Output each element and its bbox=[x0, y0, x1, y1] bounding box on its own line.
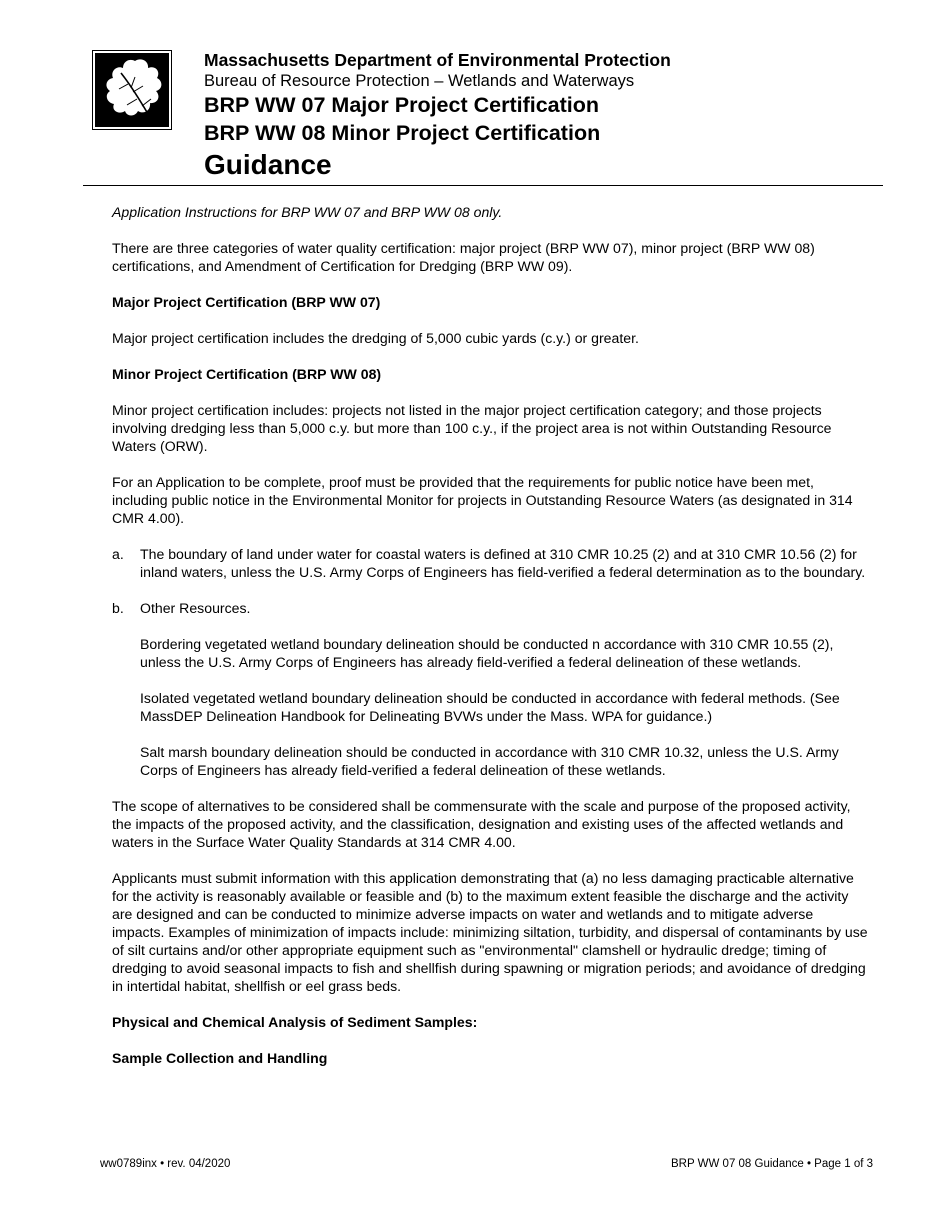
bvw-paragraph: Bordering vegetated wetland boundary delineation should be conducted n accordance with 310 CMR 10.55 (2), unless the U.S. Army Corps of Engineers has already field-verified a federal delineation of these wetlands. bbox=[140, 636, 834, 670]
guidance-title: Guidance bbox=[204, 149, 332, 180]
list-marker-b: b. bbox=[112, 600, 124, 616]
list-item-b-text: Other Resources. bbox=[140, 600, 251, 616]
ivw-paragraph: Isolated vegetated wetland boundary delineation should be conducted in accordance with federal methods. (See MassDEP Delineation Handbook for Delineating BVWs under the Mass. WPA for guidance.) bbox=[140, 690, 840, 724]
list-marker-a: a. bbox=[112, 546, 124, 562]
physical-analysis-heading: Physical and Chemical Analysis of Sediment Samples: bbox=[112, 1014, 478, 1030]
list-item-a bbox=[112, 545, 868, 581]
sample-collection-heading: Sample Collection and Handling bbox=[112, 1050, 328, 1066]
page-number: BRP WW 07 08 Guidance • Page 1 of 3 bbox=[671, 1158, 873, 1170]
title-minor-certification: BRP WW 08 Minor Project Certification bbox=[204, 121, 601, 145]
bureau-name: Bureau of Resource Protection – Wetlands and Waterways bbox=[204, 72, 635, 90]
minor-heading: Minor Project Certification (BRP WW 08) bbox=[112, 366, 382, 382]
intro-paragraph: There are three categories of water quality certification: major project (BRP WW 07), minor project (BRP WW 08) certifications, and Amendment of Certification for Dredging (BRP WW 09). bbox=[112, 240, 815, 274]
scope-paragraph: The scope of alternatives to be considered shall be commensurate with the scale and purpose of the proposed activity, the impacts of the proposed activity, and the classification, designation and existing uses of the affected wetlands and waters in the Surface Water Quality Standards at 314 CMR 4.00. bbox=[112, 798, 851, 850]
major-paragraph: Major project certification includes the dredging of 5,000 cubic yards (c.y.) or greater. bbox=[112, 330, 639, 346]
applicants-paragraph: Applicants must submit information with this application demonstrating that (a) no less damaging practicable alternative for the activity is reasonably available or feasible and (b) to the maximum extent feasible the discharge and the activity are designed and can be conducted to minimize adverse impacts on water and wetlands and to mitigate adverse impacts. Examples of minimization of impacts include: minimizing siltation, turbidity, and dispersal of contaminants by use of silt curtains and/or other appropriate equipment such as "environmental" clamshell or hydraulic dredge; timing of dredging to avoid seasonal impacts to fish and shellfish during spawning or migration periods; and avoidance of dredging in intertidal habitat, shellfish or eel grass beds. bbox=[112, 870, 868, 994]
oak-leaf-icon bbox=[95, 53, 169, 127]
major-heading: Major Project Certification (BRP WW 07) bbox=[112, 294, 381, 310]
title-major-certification: BRP WW 07 Major Project Certification bbox=[204, 93, 600, 117]
list-item-a-text: The boundary of land under water for coastal waters is defined at 310 CMR 10.25 (2) and at 310 CMR 10.56 (2) for inland waters, unless the U.S. Army Corps of Engineers has field-verified a federal determination as to the boundary. bbox=[140, 546, 866, 580]
document-header bbox=[204, 49, 894, 182]
minor-paragraph: Minor project certification includes: projects not listed in the major project certification category; and those projects involving dredging less than 5,000 c.y. but more than 100 c.y., if the project area is not within Outstanding Resource Waters (ORW). bbox=[112, 402, 832, 454]
intro-italic: Application Instructions for BRP WW 07 and BRP WW 08 only. bbox=[112, 204, 503, 220]
header-divider bbox=[83, 185, 883, 186]
document-body bbox=[112, 203, 868, 1085]
agency-logo bbox=[92, 50, 172, 130]
salt-marsh-paragraph: Salt marsh boundary delineation should be conducted in accordance with 310 CMR 10.32, unless the U.S. Army Corps of Engineers has already field-verified a federal delineation of these wetlands. bbox=[140, 744, 839, 778]
agency-name: Massachusetts Department of Environmental Protection bbox=[204, 50, 671, 70]
form-revision: ww0789inx • rev. 04/2020 bbox=[100, 1158, 231, 1170]
list-item-b bbox=[112, 599, 868, 779]
page-footer bbox=[100, 1158, 873, 1170]
completeness-paragraph: For an Application to be complete, proof must be provided that the requirements for public notice have been met, including public notice in the Environmental Monitor for projects in Outstanding Resource Waters (as designated in 314 CMR 4.00). bbox=[112, 474, 853, 526]
